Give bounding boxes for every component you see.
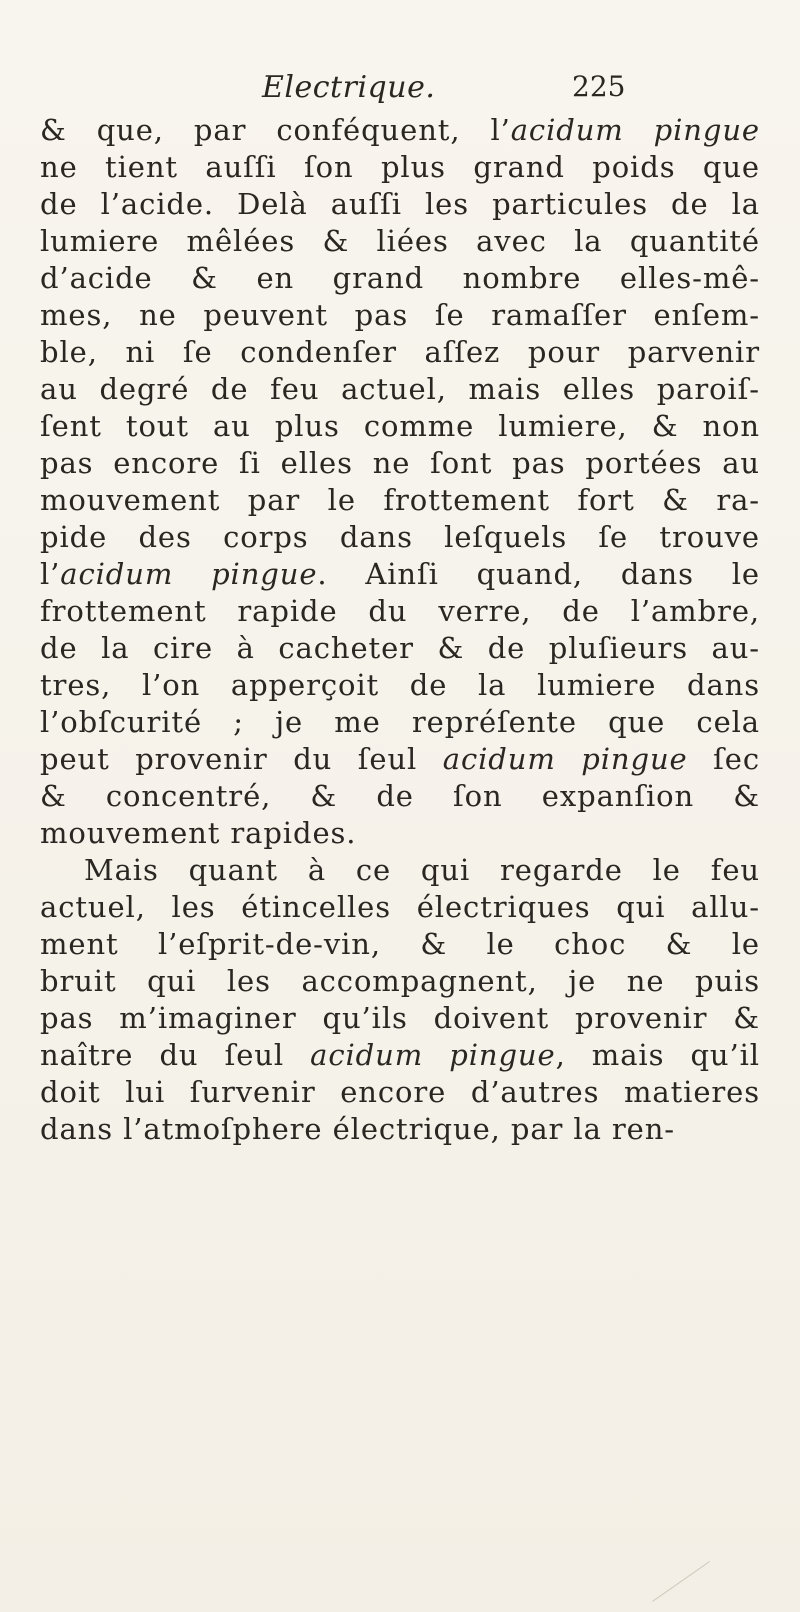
text-line — [40, 593, 760, 630]
text-line — [40, 334, 760, 371]
paper-mark — [652, 1561, 710, 1602]
text-line — [40, 519, 760, 556]
italic-term: acidum pingue — [310, 1038, 556, 1072]
line-text: pide des corps dans leſquels ſe trouve — [40, 520, 760, 554]
text-line — [40, 556, 760, 593]
text-line — [40, 741, 760, 778]
text-line — [40, 926, 760, 963]
body-text — [40, 112, 760, 1148]
line-text: frottement rapide du verre, de l’ambre, — [40, 594, 760, 628]
text-line — [40, 223, 760, 260]
text-line — [40, 260, 760, 297]
line-text: dans l’atmoſphere électrique, par la ren- — [40, 1112, 675, 1146]
text-line — [40, 963, 760, 1000]
text-line — [40, 1111, 760, 1148]
text-line — [40, 1000, 760, 1037]
text-line — [40, 1037, 760, 1074]
line-text: ble, ni ſe condenſer aſſez pour parvenir — [40, 335, 760, 369]
line-text: au degré de feu actuel, mais elles paroiſ- — [40, 372, 760, 406]
line-text: l’ — [40, 557, 61, 591]
line-text: ſec — [687, 742, 760, 776]
italic-term: acidum pingue — [510, 113, 760, 147]
line-text: & concentré, & de ſon expanſion & — [40, 779, 760, 813]
text-line — [40, 630, 760, 667]
page-number: 225 — [572, 70, 626, 103]
text-line — [40, 149, 760, 186]
text-line — [40, 408, 760, 445]
line-text: peut provenir du ſeul — [40, 742, 443, 776]
line-text: & que, par conféquent, l’ — [40, 113, 511, 147]
line-text: l’obſcurité ; je me repréſente que cela — [40, 705, 760, 739]
line-text: d’acide & en grand nombre elles-mê- — [40, 261, 760, 295]
text-line — [40, 186, 760, 223]
line-text: pas m’imaginer qu’ils doivent provenir & — [40, 1001, 760, 1035]
line-text: tres, l’on apperçoit de la lumiere dans — [40, 668, 760, 702]
text-line — [40, 297, 760, 334]
line-text: ment l’eſprit-de-vin, & le choc & le — [40, 927, 760, 961]
line-text: , mais qu’il — [555, 1038, 760, 1072]
line-text: naître du ſeul — [40, 1038, 311, 1072]
text-line — [40, 889, 760, 926]
line-text: . Ainſi quand, dans le — [317, 557, 760, 591]
line-text: de la cire à cacheter & de pluſieurs au- — [40, 631, 760, 665]
running-head: Electrique. — [262, 70, 436, 105]
line-text: mouvement rapides. — [40, 816, 357, 850]
text-line — [40, 371, 760, 408]
line-text: lumiere mêlées & liées avec la quantité — [40, 224, 760, 258]
text-line — [40, 1074, 760, 1111]
line-text: Mais quant à ce qui regarde le feu — [84, 853, 760, 887]
line-text: actuel, les étincelles électriques qui allu- — [40, 890, 760, 924]
text-line — [40, 482, 760, 519]
line-text: mes, ne peuvent pas ſe ramaſſer enſem- — [40, 298, 760, 332]
text-line — [40, 704, 760, 741]
text-line — [40, 112, 760, 149]
italic-term: acidum pingue — [60, 557, 318, 591]
line-text: bruit qui les accompagnent, je ne puis — [40, 964, 760, 998]
italic-term: acidum pingue — [442, 742, 688, 776]
line-text: doit lui ſurvenir encore d’autres matieres — [40, 1075, 760, 1109]
line-text: ſent tout au plus comme lumiere, & non — [40, 409, 760, 443]
line-text: mouvement par le frottement fort & ra- — [40, 483, 760, 517]
line-text: ne tient auſſi ſon plus grand poids que — [40, 150, 760, 184]
text-line — [40, 778, 760, 815]
text-line — [40, 852, 760, 889]
page-header — [262, 70, 682, 110]
text-line — [40, 815, 760, 852]
text-line — [40, 445, 760, 482]
text-line — [40, 667, 760, 704]
line-text: pas encore ſi elles ne ſont pas portées au — [40, 446, 760, 480]
line-text: de l’acide. Delà auſſi les particules de la — [40, 187, 760, 221]
